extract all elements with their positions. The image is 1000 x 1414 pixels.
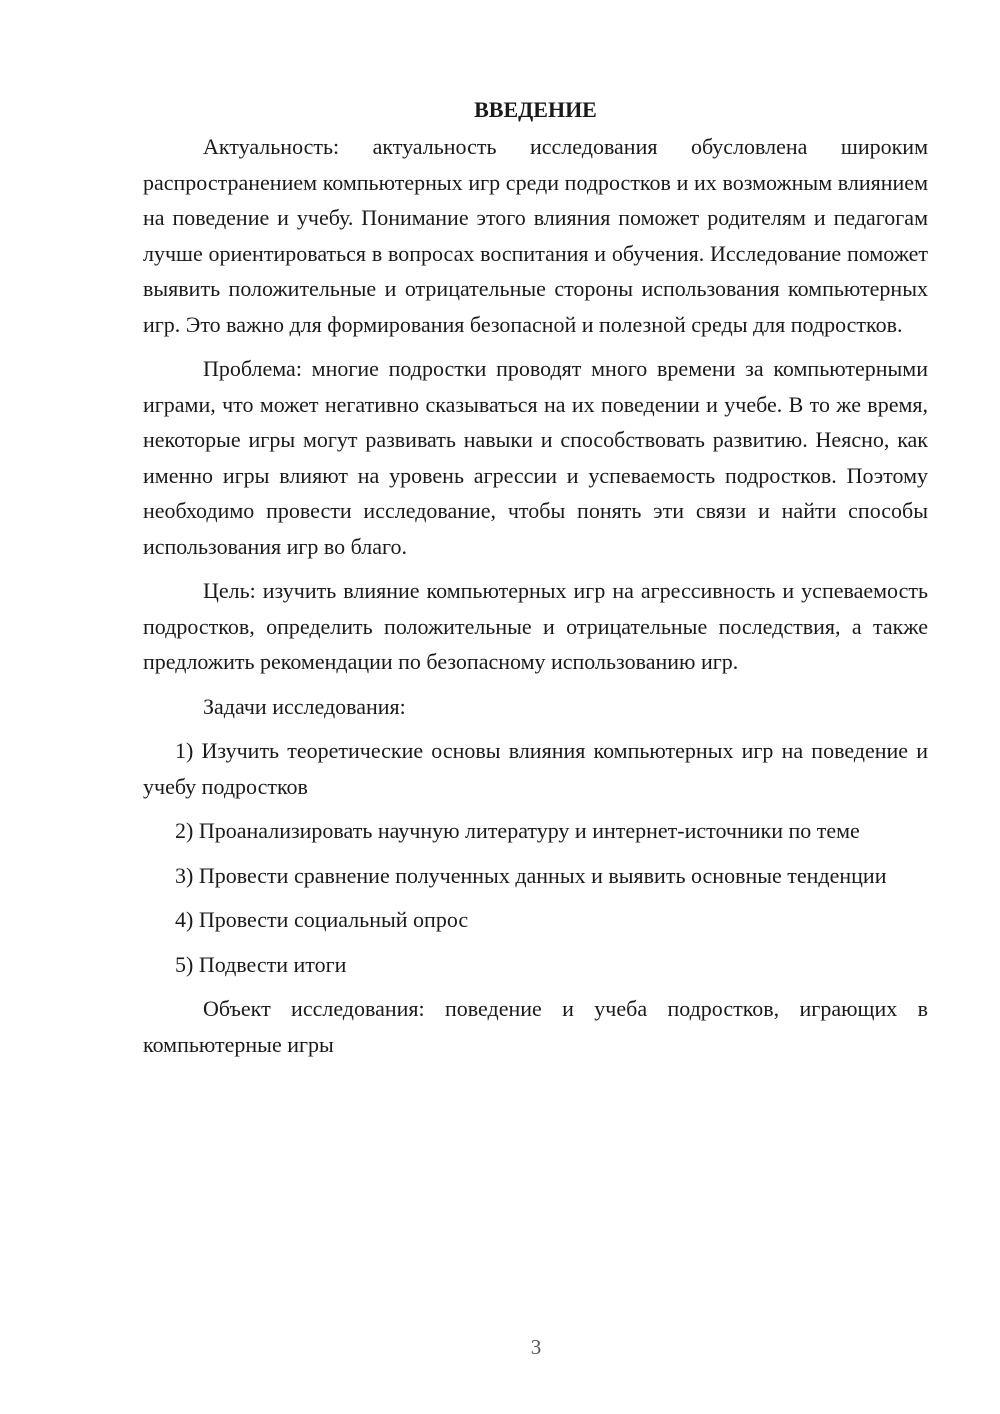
goal-paragraph: Цель: изучить влияние компьютерных игр на агрессивность и успеваемость подростков, определить положительные и отрицательные последствия, а также предложить рекомендации по безопасному использованию игр. bbox=[143, 578, 928, 674]
section-heading: ВВЕДЕНИЕ bbox=[474, 97, 597, 122]
page-number: 3 bbox=[530, 1335, 542, 1359]
task-item-3: 3) Провести сравнение полученных данных и выявить основные тенденции bbox=[175, 862, 887, 888]
task-item-4: 4) Провести социальный опрос bbox=[175, 907, 469, 932]
tasks-intro: Задачи исследования: bbox=[203, 693, 406, 719]
problem-paragraph: Проблема: многие подростки проводят много времени за компьютерными играми, что может негативно сказываться на их поведении и учебе. В то же время, некоторые игры могут развивать навыки и способствовать развитию. Неясно, как именно игры влияют на уровень агрессии и успеваемость подростков. Поэтому необходимо провести исследование, чтобы понять эти связи и найти способы использования игр во благо. bbox=[143, 356, 928, 559]
page-content bbox=[143, 92, 928, 1062]
task-item-5: 5) Подвести итоги bbox=[175, 951, 347, 977]
tasks-list bbox=[143, 733, 928, 982]
task-item-1: 1) Изучить теоретические основы влияния компьютерных игр на поведение и учебу подростков bbox=[143, 738, 928, 799]
task-item-2: 2) Проанализировать научную литературу и интернет-источники по теме bbox=[175, 818, 860, 843]
object-paragraph: Объект исследования: поведение и учеба подростков, играющих в компьютерные игры bbox=[143, 996, 928, 1057]
relevance-paragraph: Актуальность: актуальность исследования обусловлена широким распространением компьютерных игр среди подростков и их возможным влиянием на поведение и учебу. Понимание этого влияния поможет родителям и педагогам лучше ориентироваться в вопросах воспитания и обучения. Исследование поможет выявить положительные и отрицательные стороны использования компьютерных игр. Это важно для формирования безопасной и полезной среды для подростков. bbox=[143, 134, 928, 337]
